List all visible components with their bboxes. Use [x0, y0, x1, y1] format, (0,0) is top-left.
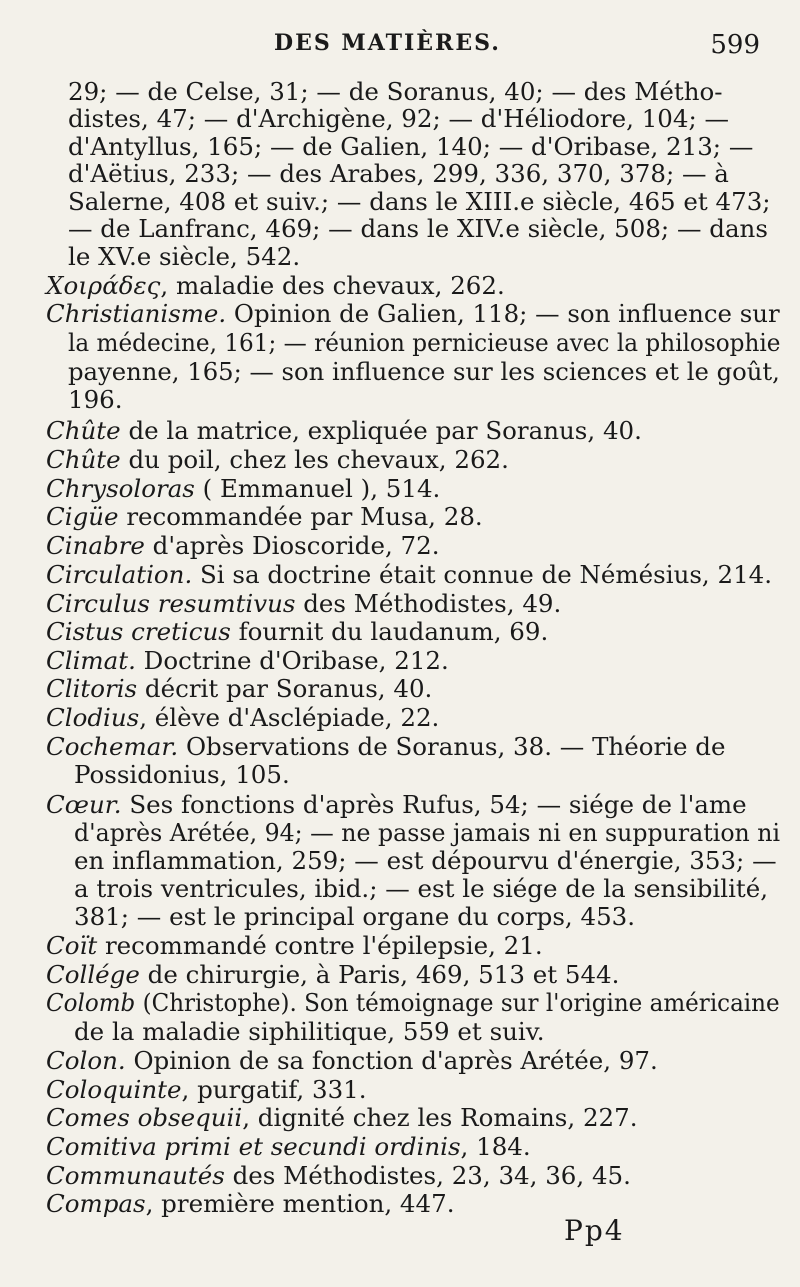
signature-mark: Pp4	[564, 1214, 625, 1247]
index-line: — de Lanfranc, 469; — dans le XIV.e siècle, 508; — dans	[68, 214, 768, 243]
index-entry: Comitiva primi et secundi ordinis, 184.	[46, 1132, 531, 1161]
index-entry: Cigüe recommandée par Musa, 28.	[46, 502, 483, 531]
index-entry: Circulation. Si sa doctrine était connue de Némésius, 214.	[46, 560, 773, 589]
index-line: Possidonius, 105.	[74, 760, 290, 789]
index-entry: Collége de chirurgie, à Paris, 469, 513 et 544.	[46, 960, 620, 989]
index-line: en inflammation, 259; — est dépourvu d'énergie, 353; —	[74, 846, 777, 875]
index-entry: Χοιράδες, maladie des chevaux, 262.	[46, 271, 505, 300]
index-line: 196.	[68, 385, 123, 414]
index-line: 29; — de Celse, 31; — de Soranus, 40; — des Métho-	[68, 77, 723, 106]
index-entry: Colomb (Christophe). Son témoignage sur l'origine américaine	[46, 988, 780, 1017]
index-entry: Cochemar. Observations de Soranus, 38. — Théorie de	[46, 732, 726, 761]
index-entry: Chûte de la matrice, expliquée par Soranus, 40.	[46, 416, 642, 445]
index-entry: Chûte du poil, chez les chevaux, 262.	[46, 445, 509, 474]
running-header	[0, 30, 800, 66]
index-entry: Coloquinte, purgatif, 331.	[46, 1075, 367, 1104]
index-line: Salerne, 408 et suiv.; — dans le XIII.e siècle, 465 et 473;	[68, 187, 771, 216]
index-entry: Colon. Opinion de sa fonction d'après Arétée, 97.	[46, 1046, 658, 1075]
index-line: de la maladie siphilitique, 559 et suiv.	[74, 1017, 545, 1046]
index-entry: Christianisme. Opinion de Galien, 118; — son influence sur	[46, 299, 780, 328]
index-entry: Circulus resumtivus des Méthodistes, 49.	[46, 589, 562, 618]
index-entry: Communautés des Méthodistes, 23, 34, 36, 45.	[46, 1161, 631, 1190]
page-number: 599	[710, 30, 760, 60]
index-line: d'Aëtius, 233; — des Arabes, 299, 336, 370, 378; — à	[68, 159, 729, 188]
index-line: la médecine, 161; — réunion pernicieuse avec la philosophie	[68, 328, 781, 357]
index-entry: Clodius, élève d'Asclépiade, 22.	[46, 703, 440, 732]
index-line: distes, 47; — d'Archigène, 92; — d'Héliodore, 104; —	[68, 104, 730, 133]
index-entry: Coït recommandé contre l'épilepsie, 21.	[46, 931, 543, 960]
index-entry: Climat. Doctrine d'Oribase, 212.	[46, 646, 449, 675]
index-line: d'après Arétée, 94; — ne passe jamais ni en suppuration ni	[74, 818, 781, 847]
index-line: d'Antyllus, 165; — de Galien, 140; — d'Oribase, 213; —	[68, 132, 754, 161]
index-entry: Cistus creticus fournit du laudanum, 69.	[46, 617, 549, 646]
index-line: le XV.e siècle, 542.	[68, 242, 301, 271]
index-entry: Clitoris décrit par Soranus, 40.	[46, 674, 433, 703]
index-line: a trois ventricules, ibid.; — est le siége de la sensibilité,	[74, 874, 769, 903]
index-entry: Chrysoloras ( Emmanuel ), 514.	[46, 474, 441, 503]
index-line: 381; — est le principal organe du corps, 453.	[74, 902, 636, 931]
index-entry: Comes obsequii, dignité chez les Romains, 227.	[46, 1103, 638, 1132]
index-line: payenne, 165; — son influence sur les sciences et le goût,	[68, 357, 780, 386]
index-entry: Cinabre d'après Dioscoride, 72.	[46, 531, 440, 560]
index-entry: Compas, première mention, 447.	[46, 1189, 455, 1218]
index-entry: Cœur. Ses fonctions d'après Rufus, 54; — siége de l'ame	[46, 790, 747, 819]
header-title: DES MATIÈRES.	[274, 30, 501, 56]
